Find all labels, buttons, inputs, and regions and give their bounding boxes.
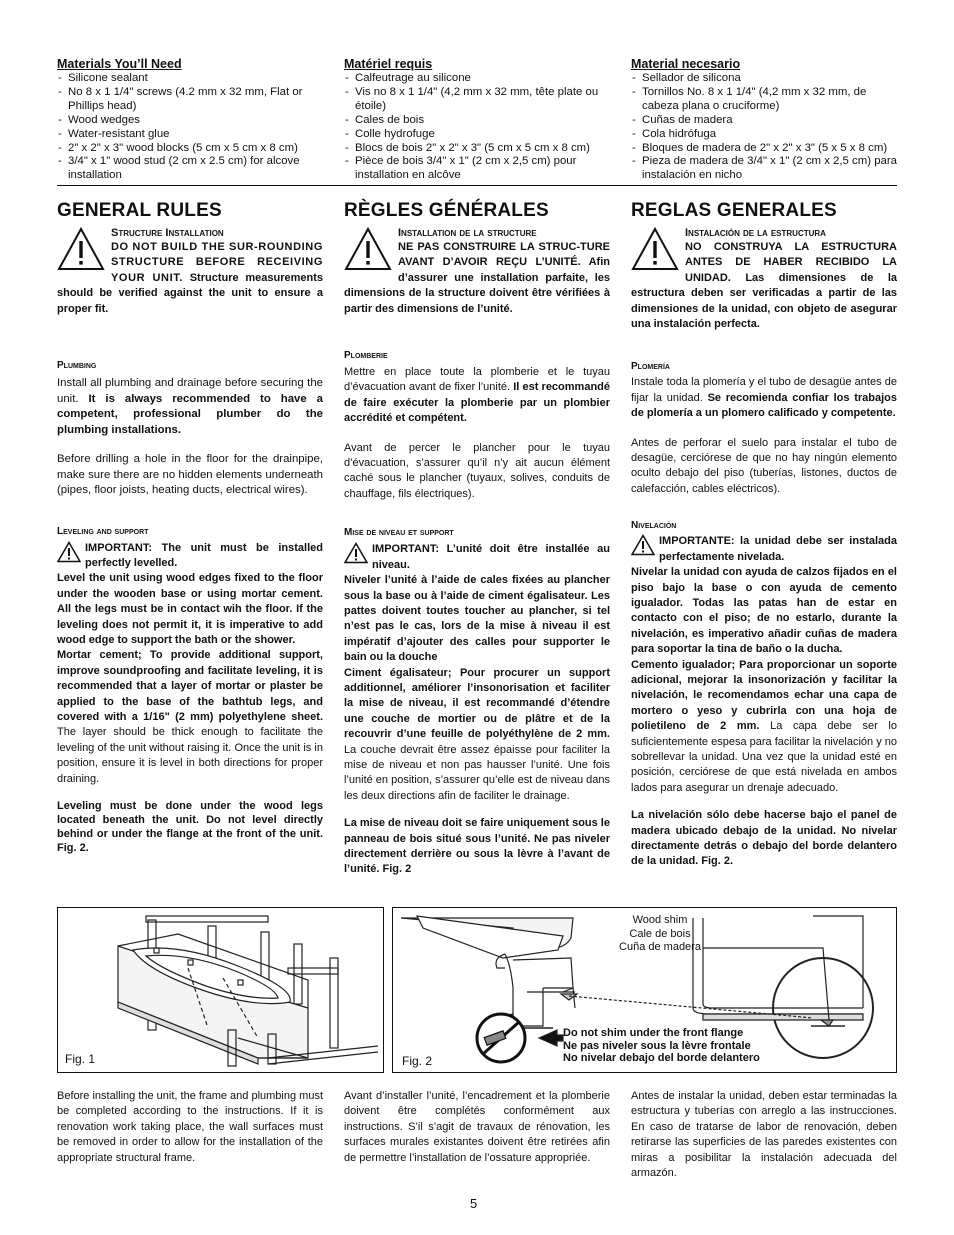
mortar-text	[344, 666, 610, 805]
list-item: - Vis no 8 x 1 1/4" (4,2 mm x 32 mm, tête plate ou étoile)	[344, 86, 610, 114]
list-item: - Sellador de silicona	[631, 72, 897, 86]
leveling-important	[344, 542, 610, 573]
shim-label-en: Wood shim	[632, 914, 688, 926]
column-es	[631, 200, 897, 870]
mortar-rest: La couche devrait être assez épaisse pour faciliter la mise de niveau et non pas hausser l’unité. Une fois l’unité en position, s’assurer qu’elle est de niveau dans les deux directions afin de faciliter le drainage.	[344, 743, 610, 802]
plumbing-text	[57, 376, 323, 438]
flange-warning-en: Do not shim under the front flange	[563, 1027, 744, 1039]
list-item: - Water-resistant glue	[57, 128, 323, 142]
list-item: - 2" x 2" x 3" wood blocks (5 cm x 5 cm x 8 cm)	[57, 142, 323, 156]
plumbing-lead: Mettre en place toute la plomberie et le tuyau d’évacuation avant de fixer l’unité.	[344, 366, 610, 394]
list-item: - Colle hydrofuge	[344, 128, 610, 142]
list-item: - Calfeutrage au silicone	[344, 72, 610, 86]
plumbing-bold: Il est recommandé de faire exécuter la plomberie par un plombier accrédité et compétent.	[344, 381, 611, 425]
materials-fr	[344, 57, 610, 183]
materials-list	[344, 72, 610, 183]
frame-illustration	[58, 908, 382, 1071]
mortar-text	[57, 648, 323, 787]
materials-list	[631, 72, 897, 183]
leveling-important	[631, 534, 897, 565]
warning-icon	[344, 226, 392, 272]
list-item: - Cales de bois	[344, 114, 610, 128]
materials-title: Materials You’ll Need	[57, 57, 182, 71]
structure-warning	[631, 226, 897, 332]
section-heading: GENERAL RULES	[57, 200, 222, 221]
important-text: IMPORTANT: L’unité doit être installée au niveau.	[372, 543, 610, 571]
important-text: IMPORTANT: The unit must be installed perfectly levelled.	[85, 541, 323, 569]
subsection-title: Plomberie	[344, 350, 388, 362]
plumbing-text	[344, 365, 610, 427]
structure-bold: DO NOT BUILD THE SUR-ROUNDING STRUCTURE BEFORE RECEIVING YOUR UNIT.	[111, 241, 323, 284]
warning-icon	[631, 226, 679, 272]
list-item: - Bloques de madera de 2" x 2" x 3" (5 x 5 x 8 cm)	[631, 142, 897, 156]
list-item: - Pieza de madera de 3/4" x 1" (2 cm x 2,5 cm) para instalación en nicho	[631, 155, 897, 183]
structure-warning	[57, 226, 323, 317]
mortar-bold: Ciment égalisateur; Pour procurer un support additionnel, améliorer l’insonorisation et faciliter la mise de niveau, il est recommandé d’étendre une couche de mortier ou de plâtre et de la recouvrir d’une feuille de polyéthylène de 2 mm.	[344, 666, 610, 741]
warning-icon	[631, 534, 655, 556]
column-fr	[344, 200, 610, 878]
mortar-text	[631, 658, 897, 797]
list-item: - Tornillos No. 8 x 1 1/4" (4,2 mm x 32 mm, de cabeza plana o cruciforme)	[631, 86, 897, 114]
structure-text: NO CONSTRUYA LA ESTRUCTURA ANTES DE HABER RECIBIDO LA UNIDAD. Las dimensiones de la estructura deben ser verificadas a partir de las dimensiones de la unidad, con objeto de asegurar una instalación perfecta.	[631, 241, 897, 331]
subsection-title: Plomería	[631, 361, 670, 373]
warning-icon	[57, 541, 81, 563]
materials-list	[57, 72, 323, 183]
plumbing-bold: Se recomienda confiar los trabajos de plomería a un plomero calificado y competente.	[631, 391, 897, 420]
subsection-title: Nivelación	[631, 520, 677, 532]
section-heading: REGLAS GENERALES	[631, 200, 837, 221]
leveling-note: La nivelación sólo debe hacerse bajo el panel de madera ubicado debajo de la unidad. No nivelar directamente detrás o debajo del borde delantero de la unidad. Fig. 2.	[631, 809, 897, 868]
warning-icon	[57, 226, 105, 272]
leveling-note: Leveling must be done under the wood legs located beneath the unit. Do not level directly behind or under the flange at the front of the unit. Fig. 2.	[57, 800, 323, 855]
flange-warning	[563, 1027, 803, 1065]
plumbing-lead: Install all plumbing and drainage before securing the unit.	[57, 377, 323, 405]
list-item: - Blocs de bois 2" x 2" x 3" (5 cm x 5 cm x 8 cm)	[344, 142, 610, 156]
list-item: - Cuñas de madera	[631, 114, 897, 128]
shim-label	[606, 914, 714, 955]
list-item: - Wood wedges	[57, 114, 323, 128]
install-note-es: Antes de instalar la unidad, deben estar terminadas la estructura y tuberías con arreglo a las instrucciones. En caso de tratarse de labor de renovación, deben retirarse las superficies de las paredes existentes con miras a posibilitar la instalación adecuada del armazón.	[631, 1090, 897, 1180]
section-divider	[57, 185, 897, 186]
figure-label: Fig. 1	[65, 1052, 96, 1066]
plumbing-note: Avant de percer le plancher pour le tuyau d’évacuation, s’assurer qu’il n’y ait aucun élément caché sous le plancher (tuyaux, solives, conduits de chauffage, fils électriques).	[344, 441, 610, 500]
warning-icon	[344, 542, 368, 564]
install-note-fr: Avant d’installer l’unité, l’encadrement et la plomberie doivent être complétés conformément aux instructions. S’il s’agit de travaux de rénovation, les surfaces murales existantes doivent être retirées afin de permettre l’installation de l’ossature appropriée.	[344, 1090, 610, 1164]
subsection-title: Instalación de la estructura	[685, 227, 826, 239]
section-heading: RÈGLES GÉNÉRALES	[344, 200, 549, 221]
subsection-title: Plumbing	[57, 360, 97, 372]
list-item: - 3/4" x 1" wood stud (2 cm x 2.5 cm) for alcove installation	[57, 155, 323, 183]
figure-1	[57, 907, 384, 1073]
shim-label-es: Cuña de madera	[619, 941, 701, 953]
page-number: 5	[470, 1196, 478, 1211]
subsection-title: Leveling and support	[57, 525, 149, 537]
mortar-bold: Cemento igualador; Para proporcionar un soporte adicional, mejorar la insonorización y facilitar la nivelación, le recomendamos echar una capa de mortero o yeso y cubrirla con una hoja de polietileno de 2 mm.	[631, 658, 897, 733]
subsection-title: Mise de niveau et support	[344, 527, 454, 539]
list-item: - Cola hidrófuga	[631, 128, 897, 142]
plumbing-text	[631, 375, 897, 421]
plumbing-lead: Instale toda la plomería y el tubo de desagüe antes de fijar la unidad.	[631, 376, 897, 404]
flange-warning-fr: Ne pas niveler sous la lèvre frontale	[563, 1039, 751, 1052]
structure-rest: Structure measurements should be verified against the unit to ensure a proper fit.	[57, 271, 323, 315]
materials-title: Matériel requis	[344, 57, 433, 71]
install-note-en: Before installing the unit, the frame and plumbing must be completed according to the instructions. If it is renovation work taking place, the wall surfaces must be removed in order to allow for the installation of the appropriate structural frame.	[57, 1090, 323, 1164]
subsection-title: Installation de la structure	[398, 227, 537, 239]
plumbing-bold: It is always recommended to have a competent, professional plumber do the plumbing installations.	[57, 392, 323, 436]
structure-warning	[344, 226, 610, 317]
materials-en	[57, 57, 323, 183]
shim-label-fr: Cale de bois	[629, 927, 691, 940]
leveling-text: Level the unit using wood edges fixed to the floor under the wooden base or using mortar cement. All the legs must be in contact wih the floor. If the leveling does not permit it, it is imperative to add wood edge to support the bath or the shower.	[57, 572, 323, 646]
important-text: IMPORTANTE: la unidad debe ser instalada perfectamente nivelada.	[659, 535, 897, 563]
subsection-title: Structure Installation	[111, 227, 224, 239]
list-item: - No 8 x 1 1/4" screws (4.2 mm x 32 mm, Flat or Phillips head)	[57, 86, 323, 114]
materials-title: Material necesario	[631, 57, 741, 71]
materials-es	[631, 57, 897, 183]
mortar-rest: La capa debe ser lo suficientemente espesa para facilitar la nivelación y no sobrellevar la unidad. Una vez que la unidad esté en posición, cerciórese de que está nivelada en ambos lados para asegurar un drenaje adecuado.	[631, 720, 897, 794]
column-en	[57, 200, 323, 855]
list-item: - Pièce de bois 3/4" x 1" (2 cm x 2,5 cm) pour installation en alcôve	[344, 155, 610, 183]
leveling-important	[57, 541, 323, 572]
flange-warning-es: No nivelar debajo del borde delantero	[563, 1052, 760, 1064]
figure-label: Fig. 2	[402, 1054, 433, 1068]
list-item: - Silicone sealant	[57, 72, 323, 86]
figure-2	[392, 907, 897, 1073]
leveling-note: La mise de niveau doit se faire uniquement sous le panneau de bois situé sous l’unité. Ne pas niveler directement derrière ou sous la lèvre à l’avant de l’unité. Fig. 2	[344, 817, 610, 876]
plumbing-note: Before drilling a hole in the floor for the drainpipe, make sure there are no hidden elements underneath (pipes, floor joists, heating ducts, electrical wires).	[57, 453, 323, 497]
structure-text: NE PAS CONSTRUIRE LA STRUC-TURE AVANT D’AVOIR REÇU L’UNITÉ. Afin d’assurer une installation parfaite, les dimensions de la structure doivent être vérifiées à partir des dimensions de l’unité.	[344, 241, 610, 315]
mortar-rest: The layer should be thick enough to facilitate the leveling of the unit without raising it. Once the unit is in position, ensure it is level in both directions for proper draining.	[57, 726, 323, 785]
mortar-bold: Mortar cement; To provide additional support, improve soundproofing and facilitate leveling, it is recommended that a layer of mortar or plaster be applied to the base of the bathtub legs, and covered with a 1/16" (2 mm) polyethylene sheet.	[57, 649, 323, 723]
plumbing-note: Antes de perforar el suelo para instalar el tubo de desagüe, cerciórese de que no hay ningún elemento oculto debajo del piso (tuberías, listones, ductos de calefacción, cables eléctricos).	[631, 436, 897, 495]
leveling-text: Nivelar la unidad con ayuda de calzos fijados en el piso bajo la base o con ayuda de cemento igualador. Todas las patas han de estar en contacto con el piso; de no estarlo, durante la nivelación, es imperativo añadir cuñas de madera para soportar la tina de baño o la ducha.	[631, 566, 897, 656]
leveling-text: Niveler l’unité à l’aide de cales fixées au plancher sous la base ou à l’aide de ciment égalisateur. Les pattes doivent toutes toucher au plancher, si tel n’est pas le cas, lors de la mise à niveau il est impératif d’ajouter des calles pour supporter le bain ou la douche	[344, 574, 610, 664]
